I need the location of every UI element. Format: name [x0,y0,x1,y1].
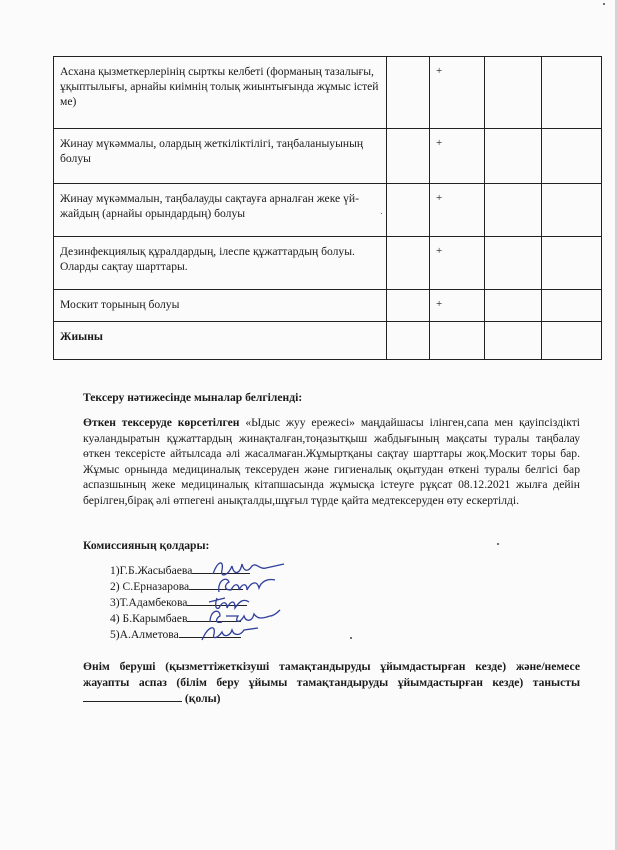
member-name: 3)Т.Адамбекова [110,596,188,609]
empty-cell [542,184,602,237]
empty-cell [542,129,602,184]
empty-cell [387,184,430,237]
criterion-cell: Москит торының болуы [54,290,387,322]
member-name: 1)Г.Б.Жасыбаева [110,564,193,577]
empty-cell [542,290,602,322]
empty-cell [387,290,430,322]
acknowledgement-suffix: (қолы) [184,692,221,705]
acknowledgement-text: Өнім беруші (қызметтіжеткізуші тамақтандыруды ұйымдастырған кезде) және/немесе жауапты аспаз (білім беру ұйымы тамақтандыруды ұйымдастырған кезде) танысты [83,660,580,689]
scan-speck [350,637,352,639]
mark-cell: + [430,129,485,184]
empty-cell [387,57,430,129]
total-label-cell: Жиыны [54,322,387,360]
signature-list [110,562,250,642]
member-name: 4) Б.Карымбаев [110,612,188,625]
signature-blank-line [83,690,182,702]
empty-cell [485,237,542,290]
table-row [54,57,602,129]
criterion-cell: Жинау мүкәммалы, олардың жеткіліктілігі, таңбаланыуының болуы [54,129,387,184]
findings-paragraph [83,415,580,508]
empty-cell [387,322,430,360]
member-name: 5)А.Алметова [110,628,179,641]
empty-cell [387,237,430,290]
commission-heading: Комиссияның қолдары: [83,539,210,552]
mark-cell: + [430,57,485,129]
empty-cell [485,290,542,322]
mark-cell: + [430,237,485,290]
signature-row [110,626,250,642]
table-row [54,184,602,237]
empty-cell [387,129,430,184]
criterion-cell: Асхана қызметкерлерінің сырткы келбеті (форманың тазалығы, ұқыптылығы, арнайы киімнің толық жиынтығында жұмыс істей ме) [54,57,387,129]
table-row [54,237,602,290]
empty-cell [485,57,542,129]
criterion-cell: Жинау мүкәммалын, таңбалауды сақтауға арналған жеке үй-жайдың (арнайы орындардың) болуы [54,184,387,237]
findings-body: «Ыдыс жуу ережесі» маңдайшасы ілінген,сапа мен қауіпсіздікті куәландыратын құжаттардың жинақталған,тоңазытқыш жабдығының мақсаты туралы таңбалау өткен тексерісте айтылсада әлі жасалмаған.Жұмыртқаны сақтау шарттары жоқ.Москит торы бар. Жұмыс орнында медициналық тексеруден және гигиеналық оқытудан өткені туралы белгісі бар аспазшының жеке медициналық кітапшасында жұмысқа істеуге рұқсат 08.12.2021 жылға дейін берілген,бірақ әлі өтпегені анықталды,шұғыл түрде қайта медтексеруден өту ескертілді. [83,416,581,507]
mark-cell: + [430,184,485,237]
table-row [54,290,602,322]
criterion-cell: Дезинфекциялық құралдардың, ілеспе құжаттардың болуы. Оларды сақтау шарттары. [54,237,387,290]
scan-speck [603,3,605,5]
mark-cell: + [430,290,485,322]
empty-cell [485,184,542,237]
acknowledgement-paragraph [83,659,580,707]
findings-lead: Өткен тексеруде көрсетілген [83,416,240,429]
empty-cell [485,322,542,360]
empty-cell [485,129,542,184]
empty-cell [542,322,602,360]
member-name: 2) С.Ерназарова [110,580,190,593]
table-row-total [54,322,602,360]
empty-cell [542,57,602,129]
table-row [54,129,602,184]
handwritten-signature [198,620,264,646]
inspection-checklist-table [53,56,602,360]
empty-cell [542,237,602,290]
findings-heading: Тексеру нәтижесінде мыналар белгіленді: [83,391,303,404]
mark-cell [430,322,485,360]
